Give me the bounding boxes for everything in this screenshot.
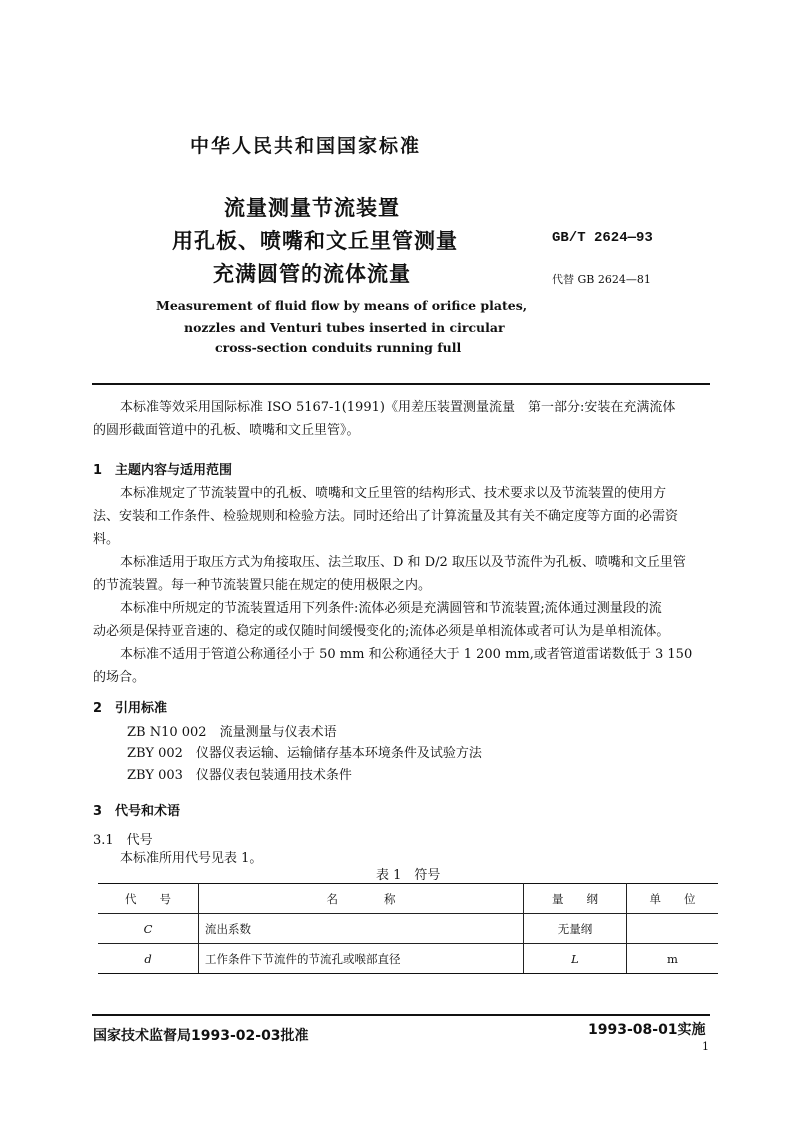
header-divider: [92, 383, 710, 385]
section-2-heading: 2 引用标准: [93, 701, 168, 716]
subsection-3-1-heading: 3.1 代号: [93, 833, 153, 848]
s1-p2-line-1: 本标准适用于取压方式为角接取压、法兰取压、D 和 D/2 取压以及节流件为孔板、喷嘴和文丘里管: [120, 555, 686, 570]
s1-p3-line-2: 动必须是保持亚音速的、稳定的或仅随时间缓慢变化的;流体必须是单相流体或者可认为是单相流体。: [93, 624, 670, 639]
reference-item: ZB N10 002 流量测量与仪表术语: [127, 725, 337, 740]
reference-item: ZBY 003 仪器仪表包装通用技术条件: [127, 768, 352, 783]
section-1-heading: 1 主题内容与适用范围: [93, 463, 233, 478]
table-row: [98, 914, 718, 944]
s1-p2-line-2: 的节流装置。每一种节流装置只能在规定的使用极限之内。: [93, 578, 432, 593]
title-en-line-2: nozzles and Venturi tubes inserted in circular: [184, 320, 505, 335]
title-cn-line-2: 用孔板、喷嘴和文丘里管测量: [172, 229, 458, 253]
subsection-3-1-text: 本标准所用代号见表 1。: [120, 851, 263, 866]
intro-line-1: 本标准等效采用国际标准 ISO 5167-1(1991)《用差压装置测量流量 第一部分:安装在充满流体: [120, 400, 676, 415]
table-header-row: [98, 884, 718, 914]
s1-p4-line-2: 的场合。: [93, 670, 146, 685]
table-row: [98, 944, 718, 974]
title-cn-line-3: 充满圆管的流体流量: [213, 262, 411, 286]
table-caption: 表 1 符号: [376, 868, 441, 883]
intro-line-2: 的圆形截面管道中的孔板、喷嘴和文丘里管》。: [93, 423, 360, 438]
national-standard-title: 中华人民共和国国家标准: [190, 135, 422, 157]
title-en-line-1: Measurement of fluid flow by means of orifice plates,: [156, 298, 528, 313]
table-header-cell: 名 称: [199, 884, 524, 914]
table-cell: C: [98, 914, 199, 944]
section-3-heading: 3 代号和术语: [93, 804, 181, 819]
page-number: 1: [702, 1040, 709, 1053]
table-cell: m: [627, 944, 719, 974]
reference-item: ZBY 002 仪器仪表运输、运输储存基本环境条件及试验方法: [127, 746, 482, 761]
replaces-standard: 代替 GB 2624—81: [552, 273, 651, 286]
table-cell: L: [524, 944, 627, 974]
table-header-cell: 量 纲: [524, 884, 627, 914]
table-cell: 工作条件下节流件的节流孔或喉部直径: [199, 944, 524, 974]
s1-p1-line-1: 本标准规定了节流装置中的孔板、喷嘴和文丘里管的结构形式、技术要求以及节流装置的使用方: [120, 486, 667, 501]
table-cell: 流出系数: [199, 914, 524, 944]
approval-line: 国家技术监督局1993-02-03批准: [93, 1028, 309, 1044]
implementation-date: 1993-08-01实施: [588, 1022, 706, 1038]
symbols-table: [98, 883, 718, 974]
table-header-cell: 单 位: [627, 884, 719, 914]
footer-divider: [92, 1014, 710, 1016]
title-en-line-3: cross-section conduits running full: [215, 340, 462, 355]
s1-p3-line-1: 本标准中所规定的节流装置适用下列条件:流体必须是充满圆管和节流装置;流体通过测量段的流: [120, 601, 662, 616]
s1-p1-line-3: 料。: [93, 532, 120, 547]
title-cn-line-1: 流量测量节流装置: [224, 196, 400, 220]
table-cell: 无量纲: [524, 914, 627, 944]
table-cell: [627, 914, 719, 944]
table-cell: d: [98, 944, 199, 974]
table-header-cell: 代 号: [98, 884, 199, 914]
standard-number: GB/T 2624—93: [552, 230, 653, 246]
s1-p4-line-1: 本标准不适用于管道公称通径小于 50 mm 和公称通径大于 1 200 mm,或者管道雷诺数低于 3 150: [120, 647, 693, 662]
s1-p1-line-2: 法、安装和工作条件、检验规则和检验方法。同时还给出了计算流量及其有关不确定度等方面的必需资: [93, 509, 679, 524]
